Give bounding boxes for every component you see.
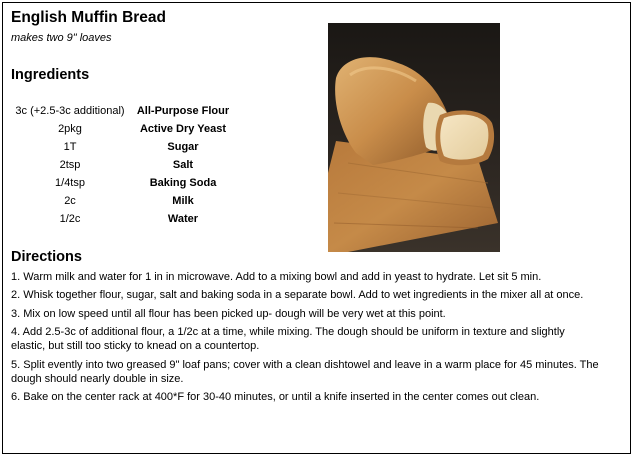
recipe-title: English Muffin Bread <box>11 9 166 26</box>
direction-step: 5. Split evently into two greased 9" loaf pans; cover with a clean dishtowel and leave in a warm place for 45 minutes. The dough should nearly double in size. <box>11 358 599 385</box>
ingredient-quantity: 2pkg <box>58 123 82 135</box>
direction-step: 2. Whisk together flour, sugar, salt and baking soda in a separate bowl. Add to wet ingredients in the mixer all at once. <box>11 289 584 302</box>
ingredient-name: Baking Soda <box>149 177 217 189</box>
ingredient-name: Water <box>167 213 199 225</box>
recipe-card <box>2 2 631 454</box>
ingredient-quantity: 2tsp <box>59 159 81 171</box>
recipe-yield: makes two 9" loaves <box>11 32 112 44</box>
ingredient-name: Active Dry Yeast <box>139 123 227 135</box>
ingredient-name: Milk <box>172 195 194 207</box>
ingredient-name: Salt <box>172 159 194 171</box>
ingredient-name: Sugar <box>167 141 199 153</box>
ingredients-heading: Ingredients <box>11 67 90 83</box>
ingredient-quantity: 1T <box>63 141 77 153</box>
directions-list <box>11 270 601 409</box>
ingredient-name: All-Purpose Flour <box>136 105 230 117</box>
bread-photo-image <box>328 23 500 252</box>
direction-step: 3. Mix on low speed until all flour has been picked up- dough will be very wet at this point. <box>11 307 446 320</box>
direction-step: 4. Add 2.5-3c of additional flour, a 1/2c at a time, while mixing. The dough should be uniform in texture and slightly elastic, but still too sticky to knead on a countertop. <box>11 326 565 353</box>
directions-heading: Directions <box>11 249 82 265</box>
direction-step: 6. Bake on the center rack at 400*F for 30-40 minutes, or until a knife inserted in the center comes out clean. <box>11 391 540 404</box>
ingredient-quantity: 1/4tsp <box>55 177 85 189</box>
direction-step: 1. Warm milk and water for 1 in in microwave. Add to a mixing bowl and add in yeast to hydrate. Let sit 5 min. <box>11 271 542 283</box>
ingredient-quantity: 2c <box>64 195 76 207</box>
ingredient-quantity: 1/2c <box>59 213 81 225</box>
ingredient-quantity: 3c (+2.5-3c additional) <box>15 105 125 117</box>
